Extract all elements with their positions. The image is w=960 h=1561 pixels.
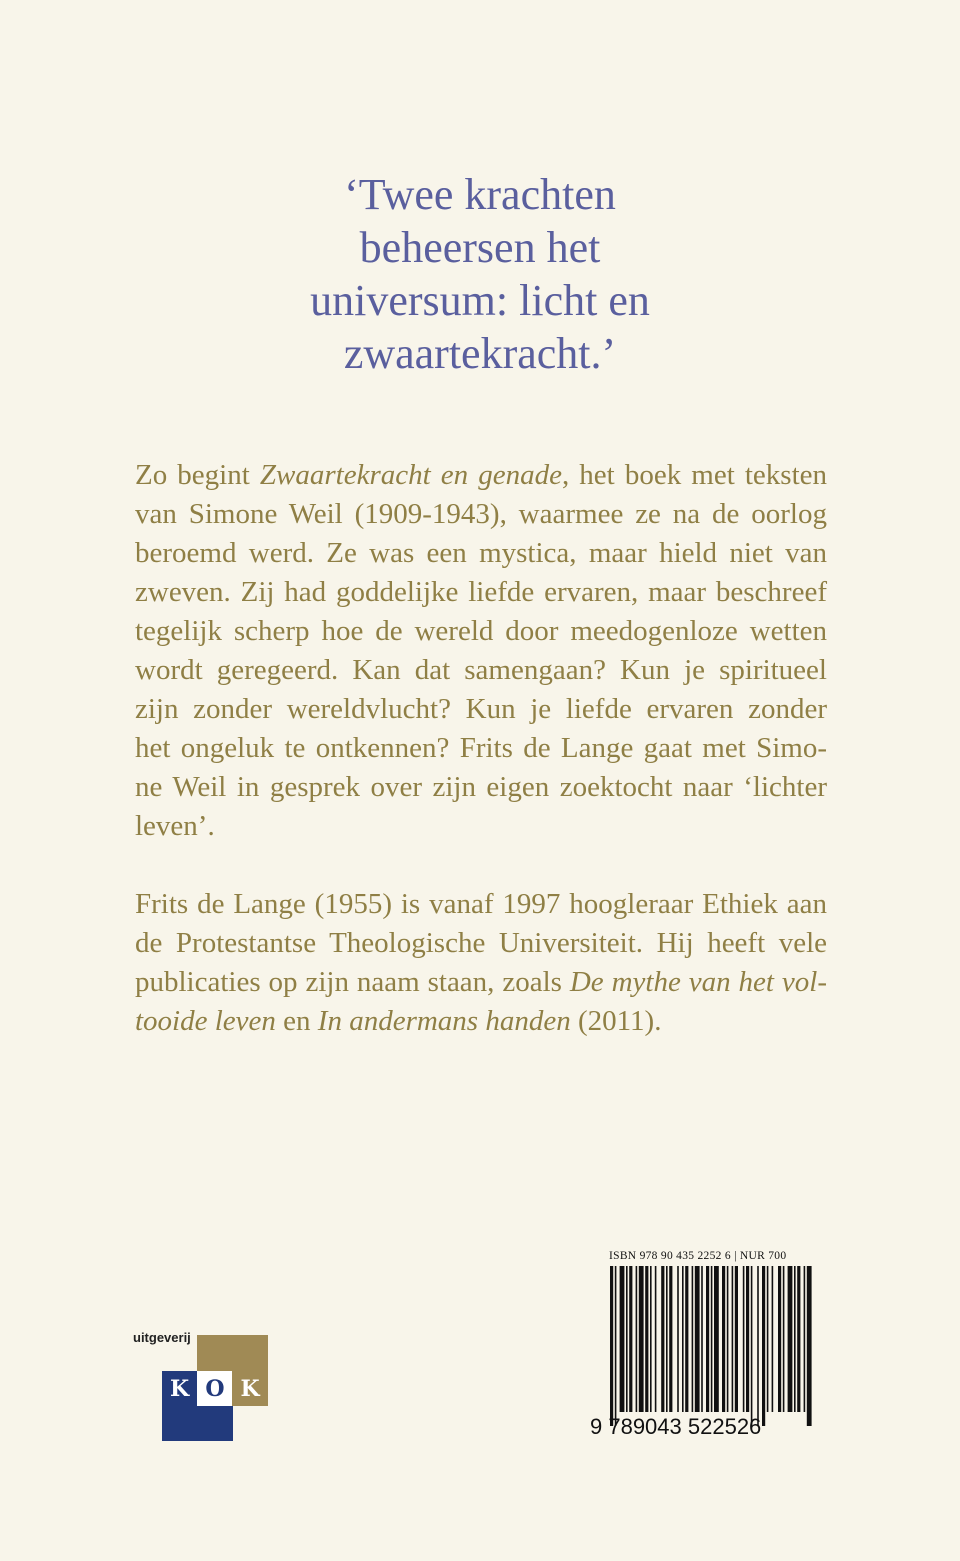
text-line: zijn zonder wereldvlucht? Kun je liefde ervaren zonder [135,693,827,725]
barcode-bar [797,1266,800,1412]
logo-letter-k: K [232,1371,268,1406]
barcode-bar [645,1266,648,1412]
quote-line: universum: licht en [310,276,650,325]
text-segment: publicaties op zijn naam staan, zoals [135,966,570,998]
logo-letter-k: K [169,1375,190,1402]
barcode-bar [695,1266,700,1412]
barcode-bar [661,1266,664,1412]
barcode-bar [669,1266,672,1412]
barcode-bar [807,1266,812,1426]
text-line: het ongeluk te ontkennen? Frits de Lange gaat met Simo- [135,732,827,764]
barcode-bar [636,1266,638,1412]
text-line: leven’. [135,810,215,842]
barcode-bar [615,1266,617,1426]
barcode-bar [757,1266,759,1426]
barcode-bars [590,1266,812,1426]
text-segment: Zo begint [135,459,260,491]
barcode-bar [772,1266,774,1412]
barcode-bar [620,1266,625,1412]
barcode-bar [650,1266,652,1412]
text-line: de Protestantse Theologische Universiteit. Hij heeft vele [135,927,827,959]
barcode-bar [794,1266,796,1412]
author-bio-paragraph [135,885,827,1041]
barcode-bar [685,1266,688,1412]
isbn-label: ISBN 978 90 435 2252 6 | NUR 700 [609,1250,787,1262]
quote-line: zwaartekracht.’ [343,329,617,378]
publisher-label: uitgeverij [133,1330,191,1345]
text-line: van Simone Weil (1909-1943), waarmee ze na de oorlog [135,498,827,530]
barcode-bar [706,1266,709,1412]
text-line: Frits de Lange (1955) is vanaf 1997 hoogleraar Ethiek aan [135,888,827,920]
barcode-bar [639,1266,644,1412]
text-segment: en [275,1005,318,1037]
logo-block [197,1406,233,1441]
text-line: beroemd werd. Ze was een mystica, maar hield niet van [135,537,827,569]
barcode-bar [783,1266,785,1412]
barcode-bar [732,1266,734,1412]
barcode-bar [722,1266,725,1412]
logo-letter-o: O [197,1371,233,1406]
logo-block [197,1335,233,1371]
book-title: In andermans handen [317,1005,571,1037]
barcode-bar [692,1266,694,1412]
barcode [590,1250,812,1439]
book-title: tooide leven [135,1005,276,1037]
barcode-bar [778,1266,781,1412]
barcode-bar [677,1266,679,1412]
barcode-bar [701,1266,703,1412]
kok-logo-mark [162,1335,268,1441]
text-line [135,1002,827,1041]
barcode-bar [711,1266,713,1412]
barcode-bar [804,1266,806,1412]
barcode-bar [762,1266,765,1426]
barcode-bar [714,1266,719,1412]
text-segment: (2011). [570,1005,662,1037]
text-line: wordt geregeerd. Kan dat samengaan? Kun je spiritueel [135,654,827,686]
barcode-bar [610,1266,613,1426]
barcode-bar [727,1266,729,1412]
quote-line: ‘Twee krachten [344,170,616,219]
barcode-bar [629,1266,632,1412]
barcode-bar [746,1266,749,1412]
text-line [135,456,827,495]
book-title: Zwaartekracht en genade [259,459,562,491]
pull-quote [240,168,720,380]
text-line: ne Weil in gesprek over zijn eigen zoektocht naar ‘lichter [135,771,827,803]
barcode-bar [735,1266,738,1412]
text-line: tegelijk scherp hoe de wereld door meedogenloze wetten [135,615,827,647]
barcode-bar [682,1266,684,1412]
barcode-bar [788,1266,793,1412]
text-line [135,963,827,1002]
text-line: zweven. Zij had goddelijke liefde ervaren, maar beschreef [135,576,827,608]
barcode-bar [666,1266,668,1412]
book-title: De mythe van het vol- [569,966,827,998]
quote-line: beheersen het [359,223,601,272]
barcode-bar [751,1266,753,1426]
description-paragraph [135,456,827,846]
barcode-bar [626,1266,628,1412]
barcode-bar [743,1266,745,1412]
barcode-digits: 9 789043 522526 [590,1414,762,1439]
text-segment: , het boek met teksten [561,459,828,491]
barcode-bar [767,1266,769,1412]
barcode-bar [655,1266,657,1412]
